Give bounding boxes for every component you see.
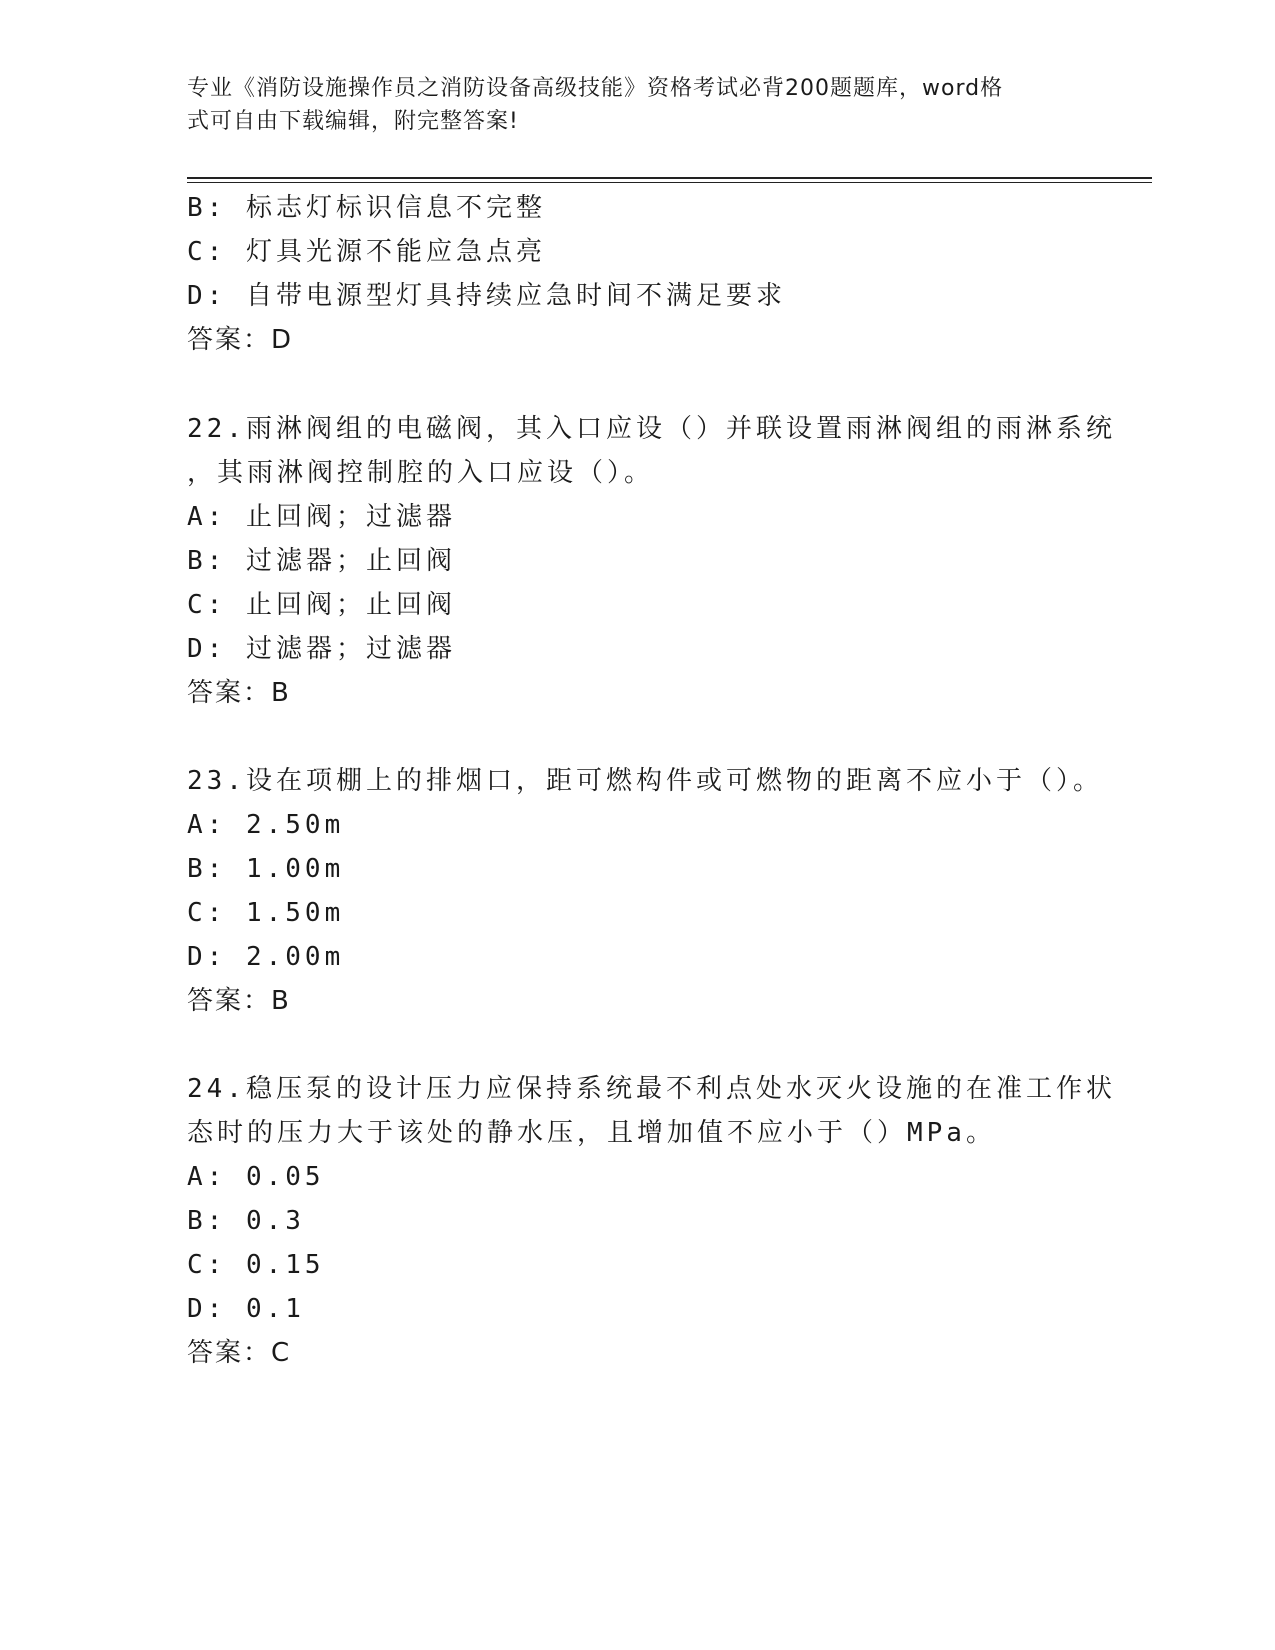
q24-option-c: C: 0.15: [187, 1250, 325, 1280]
q23-option-b: B: 1.00m: [187, 854, 345, 884]
document-header: [187, 72, 1067, 138]
q21-answer: 答案：D: [187, 325, 294, 355]
header-divider-thin: [187, 182, 1152, 183]
header-divider-thick: [187, 177, 1152, 179]
q23-option-a: A: 2.50m: [187, 810, 345, 840]
q21-option-c: C: 灯具光源不能应急点亮: [187, 237, 546, 267]
q24-stem-line-1: 24.稳压泵的设计压力应保持系统最不利点处水灭火设施的在准工作状: [187, 1074, 1116, 1104]
q21-option-d: D: 自带电源型灯具持续应急时间不满足要求: [187, 281, 786, 311]
q24-answer: 答案：C: [187, 1338, 292, 1368]
q22-stem-line-1: 22.雨淋阀组的电磁阀，其入口应设（）并联设置雨淋阀组的雨淋系统: [187, 414, 1116, 444]
q23-stem-line-1: 23.设在项棚上的排烟口，距可燃构件或可燃物的距离不应小于（）。: [187, 766, 1103, 796]
q21-option-b: B: 标志灯标识信息不完整: [187, 193, 546, 223]
q23-answer: 答案：B: [187, 986, 291, 1016]
q22-option-a: A: 止回阀；过滤器: [187, 502, 456, 532]
q22-answer: 答案：B: [187, 678, 291, 708]
header-line-1: 专业《消防设施操作员之消防设备高级技能》资格考试必背200题题库，word格: [187, 76, 1004, 101]
header-line-2: 式可自由下载编辑，附完整答案!: [187, 109, 519, 134]
q24-stem-line-2: 态时的压力大于该处的静水压，且增加值不应小于（）MPa。: [187, 1118, 996, 1148]
q22-stem-line-2: ，其雨淋阀控制腔的入口应设（）。: [187, 458, 655, 488]
q24-option-d: D: 0.1: [187, 1294, 305, 1324]
q23-option-d: D: 2.00m: [187, 942, 345, 972]
q22-option-c: C: 止回阀；止回阀: [187, 590, 456, 620]
q22-option-b: B: 过滤器；止回阀: [187, 546, 456, 576]
q24-option-b: B: 0.3: [187, 1206, 305, 1236]
q22-option-d: D: 过滤器；过滤器: [187, 634, 456, 664]
q24-option-a: A: 0.05: [187, 1162, 325, 1192]
q23-option-c: C: 1.50m: [187, 898, 345, 928]
